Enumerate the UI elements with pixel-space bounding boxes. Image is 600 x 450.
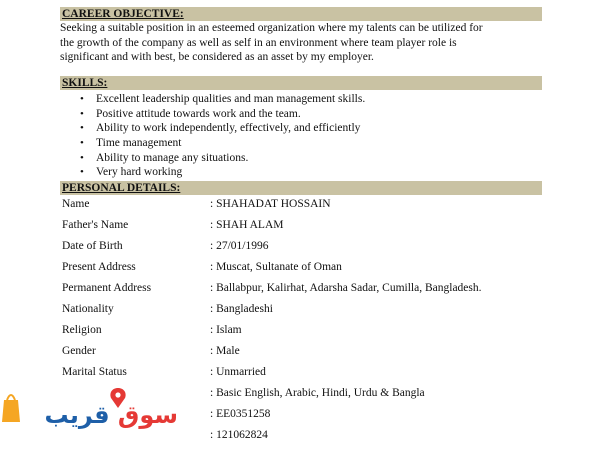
detail-label: Religion <box>62 324 102 336</box>
detail-label: Name <box>62 198 90 210</box>
detail-value: : Muscat, Sultanate of Oman <box>210 261 342 273</box>
personal-details-heading: PERSONAL DETAILS: <box>60 181 542 195</box>
career-line: Seeking a suitable position in an esteemed organization where my talents can be utilized for <box>60 22 483 34</box>
detail-label: Date of Birth <box>62 240 123 252</box>
career-line: significant and with best, be considered as an asset by my employer. <box>60 51 374 63</box>
skill-item: • Ability to manage any situations. <box>78 151 365 166</box>
career-objective-text <box>60 21 542 65</box>
detail-value: : EE0351258 <box>210 408 271 420</box>
detail-label: Present Address <box>62 261 136 273</box>
skill-item: • Excellent leadership qualities and man management skills. <box>78 92 365 107</box>
skill-item: • Time management <box>78 136 365 151</box>
souq-qareeb-logo-watermark <box>0 378 185 450</box>
detail-value: : Male <box>210 345 240 357</box>
detail-value: : 27/01/1996 <box>210 240 269 252</box>
detail-value: : Bangladeshi <box>210 303 273 315</box>
detail-value: : SHAHADAT HOSSAIN <box>210 198 331 210</box>
detail-value: : Basic English, Arabic, Hindi, Urdu & Bangla <box>210 387 425 399</box>
detail-label: Father's Name <box>62 219 129 231</box>
logo-lettering: سوق قريب <box>44 401 178 429</box>
detail-value: : 121062824 <box>210 429 268 441</box>
detail-label: Nationality <box>62 303 114 315</box>
detail-value: : Unmarried <box>210 366 266 378</box>
detail-value: : Ballabpur, Kalirhat, Adarsha Sadar, Cumilla, Bangladesh. <box>210 282 482 294</box>
skill-item: • Positive attitude towards work and the team. <box>78 107 365 122</box>
detail-label: Marital Status <box>62 366 127 378</box>
detail-label: Permanent Address <box>62 282 152 294</box>
detail-value: : SHAH ALAM <box>210 219 284 231</box>
career-line: the growth of the company as well as self in an environment where team player role is <box>60 36 457 49</box>
career-objective-heading: CAREER OBJECTIVE: <box>60 7 542 21</box>
detail-label: Gender <box>62 345 96 357</box>
skills-heading: SKILLS: <box>60 76 542 90</box>
skill-item: • Very hard working <box>78 165 365 180</box>
detail-value: : Islam <box>210 324 242 336</box>
skills-list <box>78 92 365 180</box>
skill-item: • Ability to work independently, effectively, and efficiently <box>78 121 365 136</box>
